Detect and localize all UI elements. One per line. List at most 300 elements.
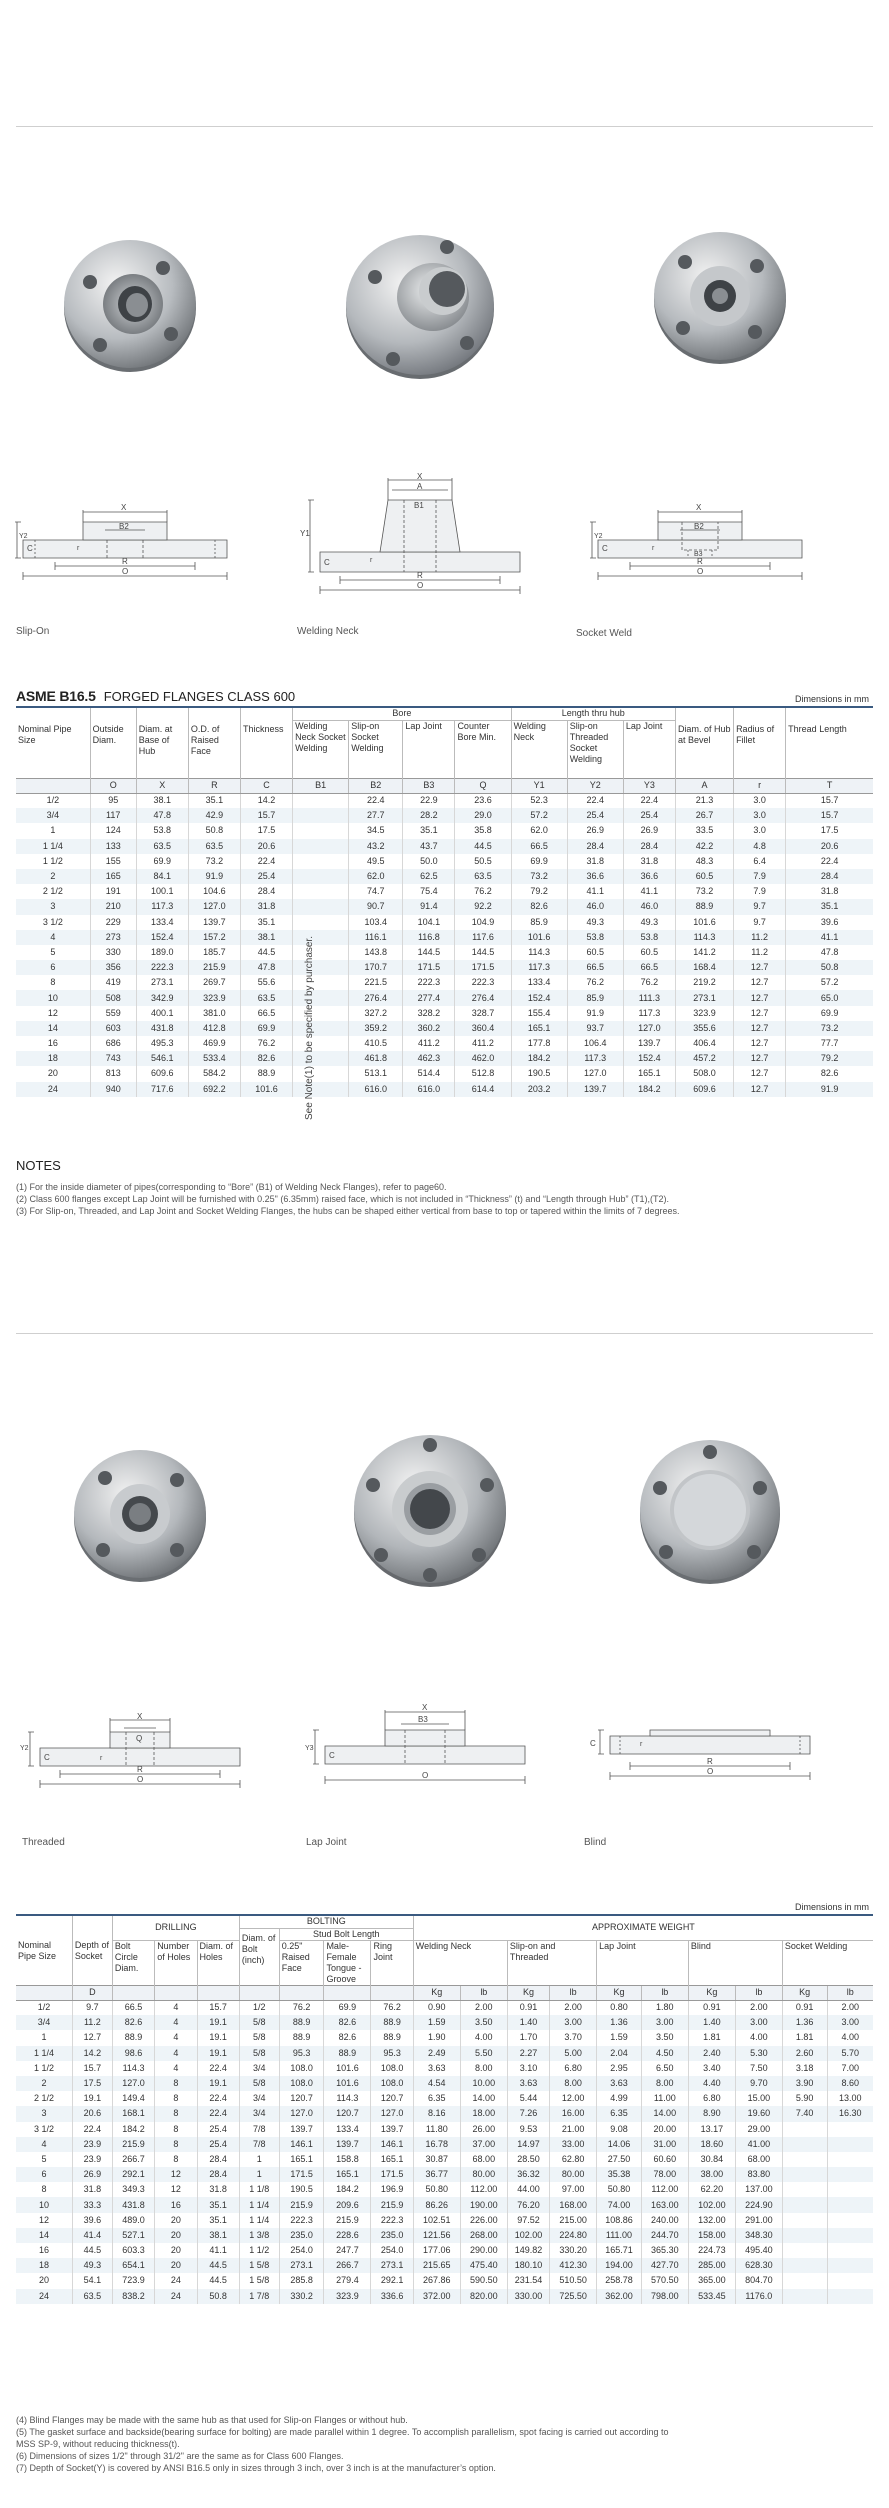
table-cell: 26.7: [675, 808, 733, 823]
table-cell: [782, 2258, 827, 2273]
table-cell: 139.7: [324, 2137, 371, 2152]
lap-joint-drawing: [305, 1700, 545, 1800]
table-cell: 7.50: [735, 2061, 782, 2076]
note-5-cont: MSS SP-9, without reducing thickness(t).: [16, 2439, 180, 2449]
table-cell: 1 1/8: [239, 2182, 279, 2197]
symbol-cell: [324, 1985, 371, 2000]
table-cell: 254.0: [371, 2243, 413, 2258]
table-cell: 603: [90, 1021, 136, 1036]
table-cell: 10: [16, 2197, 72, 2212]
table-cell: 11.2: [734, 945, 786, 960]
table-cell: 8: [155, 2091, 197, 2106]
symbol-cell: T: [786, 778, 873, 793]
table-cell: 163.00: [641, 2197, 688, 2212]
table-cell: 38.1: [240, 930, 292, 945]
table-row: [16, 2030, 873, 2045]
dim-c-label: C: [590, 1739, 596, 1748]
table-cell: 4: [16, 2137, 72, 2152]
table-cell: 229: [90, 915, 136, 930]
table-cell: 31.8: [567, 854, 623, 869]
lap-joint-flange-photo: [345, 1425, 515, 1595]
dim-r-label: R: [707, 1757, 713, 1766]
table-cell: 133: [90, 839, 136, 854]
col-hub-bevel-diam: Diam. of Hub at Bevel: [675, 707, 733, 778]
note-2: (2) Class 600 flanges except Lap Joint will be furnished with 0.25" (6.35mm) raised face, which is not included in “Thickness” (t) and “Length through Hub” (T1),(T2).: [16, 1194, 669, 1204]
table-cell: 3.40: [688, 2061, 735, 2076]
table-cell: 3.90: [782, 2076, 827, 2091]
class600-bolting-weight-table: [16, 1914, 873, 2304]
symbol-cell: X: [136, 778, 188, 793]
table-cell: 3/4: [16, 808, 90, 823]
table-cell: 43.7: [403, 839, 455, 854]
table-cell: 495.3: [136, 1036, 188, 1051]
table-cell: 1: [239, 2152, 279, 2167]
b1-cell: [293, 990, 349, 1005]
table-cell: 20: [155, 2228, 197, 2243]
dim-o-label: O: [417, 581, 424, 590]
table-cell: 54.1: [72, 2273, 112, 2288]
table-cell: 27.7: [349, 808, 403, 823]
table-cell: 102.00: [507, 2228, 549, 2243]
table-cell: 38.1: [136, 793, 188, 808]
table-cell: 33.3: [72, 2197, 112, 2212]
table-cell: 7.9: [734, 869, 786, 884]
table-cell: 155: [90, 854, 136, 869]
table-cell: 152.4: [623, 1051, 675, 1066]
table-cell: 5.90: [782, 2091, 827, 2106]
col-len-weld-neck: Welding Neck: [511, 720, 567, 778]
table-cell: 330: [90, 945, 136, 960]
table-cell: 92.2: [455, 899, 511, 914]
table-cell: 19.1: [197, 2046, 239, 2061]
table-cell: 1.59: [413, 2015, 460, 2030]
table-cell: 1: [41, 2032, 47, 2043]
table-cell: 170.7: [349, 960, 403, 975]
table-cell: 76.2: [240, 1036, 292, 1051]
table-cell: 108.0: [371, 2076, 413, 2091]
table-cell: 82.6: [511, 899, 567, 914]
dim-r-label: R: [137, 1765, 143, 1774]
table-cell: 8: [155, 2076, 197, 2091]
table-cell: 1.70: [507, 2030, 549, 2045]
table-cell: 49.3: [567, 915, 623, 930]
table-cell: 3.0: [734, 793, 786, 808]
table-cell: 117.3: [623, 1006, 675, 1021]
dim-r-label: R: [417, 571, 423, 580]
table-cell: 12: [155, 2167, 197, 2182]
table-cell: 120.7: [371, 2091, 413, 2106]
table-cell: 1 1/4: [239, 2213, 279, 2228]
table-cell: 82.6: [240, 1051, 292, 1066]
col-fillet-radius: Radius of Fillet: [734, 707, 786, 778]
table-cell: 177.8: [511, 1036, 567, 1051]
dim-x-label: X: [417, 472, 423, 481]
table-cell: 6.80: [550, 2061, 597, 2076]
table-cell: 235.0: [371, 2228, 413, 2243]
table-cell: 419: [90, 975, 136, 990]
table-cell: 22.4: [567, 793, 623, 808]
table-cell: 9.7: [734, 899, 786, 914]
table-cell: 269.7: [188, 975, 240, 990]
table-cell: 3.63: [507, 2076, 549, 2091]
table-cell: 101.6: [511, 930, 567, 945]
b1-cell: [293, 899, 349, 914]
table-cell: 15.7: [197, 2000, 239, 2015]
table-cell: 62.0: [349, 869, 403, 884]
table-cell: 26.9: [72, 2167, 112, 2182]
table-cell: 44.5: [72, 2243, 112, 2258]
table-cell: 273.1: [136, 975, 188, 990]
table-cell: [827, 2182, 873, 2197]
table-cell: 36.6: [567, 869, 623, 884]
unit-lb: lb: [550, 1985, 597, 2000]
table-cell: 277.4: [403, 990, 455, 1005]
symbol-cell: Q: [455, 778, 511, 793]
table-cell: 24: [155, 2289, 197, 2304]
table-cell: 149.4: [112, 2091, 154, 2106]
dim-r-label: R: [697, 557, 703, 566]
table-cell: 5/8: [239, 2030, 279, 2045]
table-cell: 88.9: [324, 2046, 371, 2061]
table-row: [16, 2061, 873, 2076]
table-cell: 16.00: [550, 2106, 597, 2121]
table-cell: 215.9: [188, 960, 240, 975]
table-row: [16, 945, 873, 960]
table-cell: 838.2: [112, 2289, 154, 2304]
table-cell: 157.2: [188, 930, 240, 945]
table-cell: [782, 2289, 827, 2304]
table-cell: 76.2: [279, 2000, 324, 2015]
table-cell: 813: [90, 1066, 136, 1081]
table-cell: 1 1/4: [239, 2197, 279, 2212]
table-cell: 35.1: [786, 899, 873, 914]
table-cell: 2.60: [782, 2046, 827, 2061]
table-cell: 165.1: [371, 2152, 413, 2167]
table-cell: 35.1: [403, 823, 455, 838]
table-cell: 3: [16, 899, 90, 914]
table-cell: 328.7: [455, 1006, 511, 1021]
table-cell: 3/4: [16, 2015, 72, 2030]
dim-a-label: A: [417, 482, 423, 491]
group-stud-length: Stud Bolt Length: [279, 1928, 413, 1940]
table-cell: 533.4: [188, 1051, 240, 1066]
table-cell: 158.00: [688, 2228, 735, 2243]
table-cell: 0.80: [597, 2000, 642, 2015]
table-cell: 285.8: [279, 2273, 324, 2288]
table-cell: 8.00: [641, 2076, 688, 2091]
table-cell: 184.2: [511, 1051, 567, 1066]
table-cell: 0.91: [507, 2000, 549, 2015]
table-cell: 616.0: [403, 1082, 455, 1097]
table-cell: 3.63: [413, 2061, 460, 2076]
symbol-cell: [16, 778, 90, 793]
table-cell: 46.0: [623, 899, 675, 914]
table-cell: 117.3: [136, 899, 188, 914]
table-cell: 28.4: [197, 2167, 239, 2182]
table-cell: 244.70: [641, 2228, 688, 2243]
table-row: [16, 854, 873, 869]
col2-male-female: Male-Female Tongue -Groove: [324, 1940, 371, 1985]
table-cell: 112.00: [641, 2182, 688, 2197]
table-cell: 4.00: [827, 2030, 873, 2045]
table-cell: 35.1: [240, 915, 292, 930]
table-cell: 8: [155, 2137, 197, 2152]
dim-b1-label: B1: [414, 501, 424, 510]
group-bore: Bore: [293, 707, 512, 720]
table-cell: 41.1: [567, 884, 623, 899]
table-cell: 3: [16, 2106, 72, 2121]
table-cell: 8.00: [460, 2061, 507, 2076]
table-cell: 63.5: [136, 839, 188, 854]
table-cell: 82.6: [324, 2015, 371, 2030]
table-cell: 6.35: [413, 2091, 460, 2106]
table-cell: [782, 2243, 827, 2258]
table-cell: 29.0: [455, 808, 511, 823]
table-cell: 79.2: [786, 1051, 873, 1066]
table-cell: 76.20: [507, 2197, 549, 2212]
table-cell: 336.6: [371, 2289, 413, 2304]
table-cell: 1.59: [597, 2030, 642, 2045]
table-cell: 215.65: [413, 2258, 460, 2273]
table-cell: 228.6: [324, 2228, 371, 2243]
table-cell: 285.00: [688, 2258, 735, 2273]
table-cell: 66.5: [112, 2000, 154, 2015]
table-cell: 14.00: [641, 2106, 688, 2121]
table-row: [16, 960, 873, 975]
table-cell: 95.3: [371, 2046, 413, 2061]
table-cell: 9.7: [734, 915, 786, 930]
table-cell: 2.00: [735, 2000, 782, 2015]
table-cell: 14.97: [507, 2137, 549, 2152]
table-cell: 74.00: [597, 2197, 642, 2212]
b1-cell: [293, 1006, 349, 1021]
table-cell: 3.00: [550, 2015, 597, 2030]
note-5: (5) The gasket surface and backside(bearing surface for bolting) are made parallel within 1 degree. To accomplish parallelism, spot facing is carried out according to: [16, 2427, 669, 2437]
table-cell: 342.9: [136, 990, 188, 1005]
table-cell: 19.1: [197, 2015, 239, 2030]
table-cell: 114.3: [511, 945, 567, 960]
table-cell: 31.8: [72, 2182, 112, 2197]
table-cell: 692.2: [188, 1082, 240, 1097]
symbol-cell: C: [240, 778, 292, 793]
table-cell: [827, 2289, 873, 2304]
dim-c-label: C: [44, 1753, 50, 1762]
table-cell: 12.7: [734, 1082, 786, 1097]
table-cell: 3 1/2: [42, 916, 63, 927]
table-cell: 348.30: [735, 2228, 782, 2243]
col2-wt-socket: Socket Welding: [782, 1940, 873, 1985]
table-cell: 93.7: [567, 1021, 623, 1036]
table-cell: 31.8: [197, 2182, 239, 2197]
table-cell: 190.5: [511, 1066, 567, 1081]
table-cell: 804.70: [735, 2273, 782, 2288]
table-cell: 22.4: [72, 2122, 112, 2137]
b1-cell: [293, 839, 349, 854]
table-row: [16, 2243, 873, 2258]
table-cell: 41.4: [72, 2228, 112, 2243]
notes-block-1: [16, 1181, 873, 1217]
table-cell: 196.9: [371, 2182, 413, 2197]
table-cell: 5.50: [460, 2046, 507, 2061]
table-cell: 330.00: [507, 2289, 549, 2304]
table-cell: 76.2: [371, 2000, 413, 2015]
table-cell: 5: [41, 2153, 47, 2164]
table-cell: 14.00: [460, 2091, 507, 2106]
table-cell: 50.8: [188, 823, 240, 838]
table-cell: 165.1: [511, 1021, 567, 1036]
table-cell: 26.00: [460, 2122, 507, 2137]
table-row: [16, 2289, 873, 2304]
caption-lap-joint: Lap Joint: [306, 1837, 347, 1848]
table-cell: 141.2: [675, 945, 733, 960]
dim-c-label: C: [602, 544, 608, 553]
table-cell: 50.80: [597, 2182, 642, 2197]
dim-x-label: X: [121, 503, 127, 512]
table-cell: 41.1: [197, 2243, 239, 2258]
table-cell: 273.1: [371, 2258, 413, 2273]
table-cell: 49.5: [349, 854, 403, 869]
dim-x-label: X: [137, 1712, 143, 1721]
table-cell: 100.1: [136, 884, 188, 899]
col2-wt-blind: Blind: [688, 1940, 782, 1985]
table-cell: 171.5: [403, 960, 455, 975]
table-cell: 171.5: [279, 2167, 324, 2182]
table-cell: 1176.0: [735, 2289, 782, 2304]
table-cell: 22.4: [197, 2106, 239, 2121]
table-cell: 1.81: [688, 2030, 735, 2045]
table-cell: 2.49: [413, 2046, 460, 2061]
note-6: (6) Dimensions of sizes 1/2" through 31/2" are the same as for Class 600 Flanges.: [16, 2451, 344, 2461]
table-cell: 101.6: [324, 2076, 371, 2091]
table-cell: 15.7: [786, 793, 873, 808]
table-row: [16, 2197, 873, 2212]
table-cell: 69.9: [240, 1021, 292, 1036]
table-cell: 25.4: [567, 808, 623, 823]
table-cell: 117.6: [455, 930, 511, 945]
table-cell: 91.9: [786, 1082, 873, 1097]
table-cell: 12.7: [72, 2030, 112, 2045]
table-cell: 427.70: [641, 2258, 688, 2273]
col2-wt-weld-neck: Welding Neck: [413, 1940, 507, 1985]
table-cell: 8: [155, 2152, 197, 2167]
b1-cell: [293, 975, 349, 990]
table-cell: 457.2: [675, 1051, 733, 1066]
table-cell: 330.20: [550, 2243, 597, 2258]
table-cell: 127.0: [371, 2106, 413, 2121]
table-cell: 180.10: [507, 2258, 549, 2273]
table-cell: 120.7: [279, 2091, 324, 2106]
table-cell: 73.2: [675, 884, 733, 899]
table-cell: 359.2: [349, 1021, 403, 1036]
table-cell: 191: [90, 884, 136, 899]
table-row: [16, 2122, 873, 2137]
dim-y3-label: Y3: [305, 1745, 314, 1752]
dim-b2-label: B2: [694, 522, 704, 531]
table-cell: 1 1/4: [16, 2046, 72, 2061]
table-cell: 41.1: [623, 884, 675, 899]
table-row: [16, 2152, 873, 2167]
table-cell: 30.84: [688, 2152, 735, 2167]
table-cell: 52.3: [511, 793, 567, 808]
threaded-drawing: [20, 1710, 250, 1810]
table-cell: 82.6: [324, 2030, 371, 2045]
table-cell: 90.7: [349, 899, 403, 914]
table-row: [16, 930, 873, 945]
table-cell: 2.27: [507, 2046, 549, 2061]
table-cell: 16: [155, 2197, 197, 2212]
table-cell: 4: [155, 2046, 197, 2061]
table-cell: 330.2: [279, 2289, 324, 2304]
table-cell: 47.8: [136, 808, 188, 823]
table-cell: 55.6: [240, 975, 292, 990]
dim-c-label: C: [329, 1751, 335, 1760]
table-cell: 3.50: [460, 2015, 507, 2030]
table-cell: 215.9: [279, 2197, 324, 2212]
table-cell: 1.81: [782, 2030, 827, 2045]
dim-r-small-label: r: [652, 545, 655, 552]
table-cell: 20: [38, 2275, 49, 2286]
b1-cell: [293, 1066, 349, 1081]
table1-units: Dimensions in mm: [794, 694, 869, 704]
table-cell: 28.2: [403, 808, 455, 823]
table-cell: 133.4: [511, 975, 567, 990]
table-cell: 53.8: [567, 930, 623, 945]
table-cell: 1 1/2: [42, 855, 63, 866]
table-cell: 17.5: [240, 823, 292, 838]
table-cell: 184.2: [112, 2122, 154, 2137]
table-cell: 69.9: [786, 1006, 873, 1021]
table-cell: 26.9: [567, 823, 623, 838]
table-cell: 111.00: [597, 2228, 642, 2243]
table-cell: 69.9: [511, 854, 567, 869]
table-cell: 88.9: [112, 2030, 154, 2045]
table-cell: 106.4: [567, 1036, 623, 1051]
table-cell: [827, 2137, 873, 2152]
caption-slip-on: Slip-On: [16, 626, 50, 637]
table-cell: 940: [90, 1082, 136, 1097]
table-cell: 19.1: [72, 2091, 112, 2106]
table-cell: [827, 2228, 873, 2243]
b1-cell: [293, 1051, 349, 1066]
table-cell: 171.5: [455, 960, 511, 975]
group-length-thru-hub: Length thru hub: [511, 707, 675, 720]
table-cell: 584.2: [188, 1066, 240, 1081]
table-cell: 50.5: [455, 854, 511, 869]
table-cell: 603.3: [112, 2243, 154, 2258]
table-cell: 97.00: [550, 2182, 597, 2197]
b1-cell: [293, 960, 349, 975]
b1-cell: [293, 1021, 349, 1036]
table-cell: 6.80: [688, 2091, 735, 2106]
table-cell: 12.7: [734, 975, 786, 990]
table-cell: 431.8: [136, 1021, 188, 1036]
unit-lb: lb: [735, 1985, 782, 2000]
unit-kg: Kg: [782, 1985, 827, 2000]
table-cell: 489.0: [112, 2213, 154, 2228]
table-cell: 62.0: [511, 823, 567, 838]
table-row: [16, 1006, 873, 1021]
table-row: [16, 2137, 873, 2152]
table-cell: [782, 2213, 827, 2228]
table-cell: 53.8: [136, 823, 188, 838]
table-cell: 18.00: [460, 2106, 507, 2121]
table-cell: 9.53: [507, 2122, 549, 2137]
table-cell: 226.00: [460, 2213, 507, 2228]
table-cell: 3.00: [735, 2015, 782, 2030]
table-cell: 203.2: [511, 1082, 567, 1097]
table-cell: 16.78: [413, 2137, 460, 2152]
table-cell: 31.8: [240, 899, 292, 914]
